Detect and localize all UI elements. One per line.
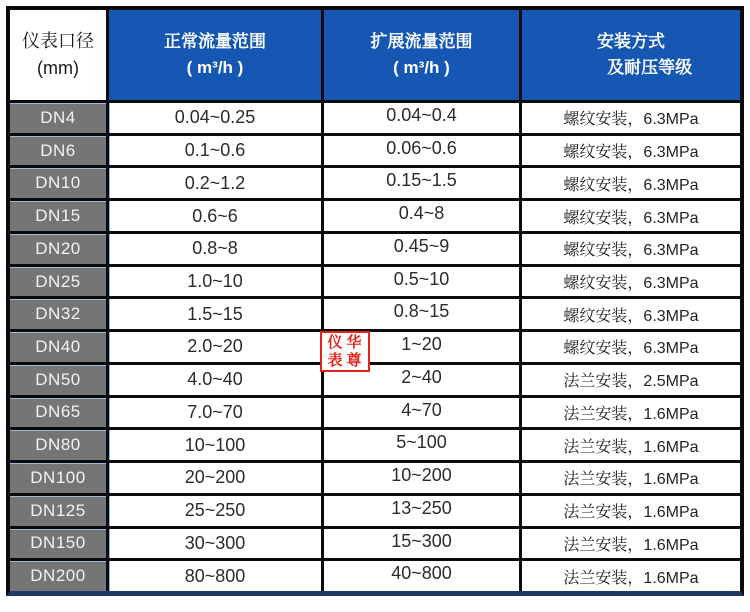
dn-size-cell: DN40: [10, 332, 106, 362]
column-header-extended-flow-line2: ( m³/h ): [393, 58, 450, 77]
normal-flow-cell: 4.0~40: [109, 365, 321, 395]
installation-cell: 螺纹安装，6.3MPa: [522, 234, 740, 264]
installation-cell: 螺纹安装，6.3MPa: [522, 332, 740, 362]
column-header-installation-line2: 及耐压等级: [607, 58, 693, 77]
extended-flow-cell: 1~20: [324, 332, 519, 362]
dn-size-cell: DN10: [10, 168, 106, 198]
installation-cell: 法兰安装，1.6MPa: [522, 529, 740, 559]
watermark-stamp: [320, 331, 370, 372]
dn-size-cell: DN80: [10, 430, 106, 460]
normal-flow-cell: 80~800: [109, 561, 321, 591]
extended-flow-cell: 0.06~0.6: [324, 136, 519, 166]
dn-size-cell: DN125: [10, 496, 106, 526]
dn-size-cell: DN6: [10, 136, 106, 166]
extended-flow-cell: 0.15~1.5: [324, 168, 519, 198]
extended-flow-cell: 13~250: [324, 496, 519, 526]
column-header-diameter: [10, 10, 106, 100]
installation-cell: 法兰安装，1.6MPa: [522, 561, 740, 591]
normal-flow-cell: 0.2~1.2: [109, 168, 321, 198]
dn-size-cell: DN200: [10, 561, 106, 591]
dn-size-cell: DN25: [10, 267, 106, 297]
installation-cell: 法兰安装，1.6MPa: [522, 398, 740, 428]
column-header-normal-flow-line1: 正常流量范围: [164, 31, 266, 51]
normal-flow-cell: 30~300: [109, 529, 321, 559]
column-header-normal-flow-line2: ( m³/h ): [186, 58, 244, 77]
extended-flow-cell: 5~100: [324, 430, 519, 460]
extended-flow-cell: 0.8~15: [324, 299, 519, 329]
watermark-line2: 表尊: [327, 351, 366, 369]
extended-flow-cell: 0.4~8: [324, 201, 519, 231]
normal-flow-cell: 10~100: [109, 430, 321, 460]
installation-cell: 螺纹安装，6.3MPa: [522, 299, 740, 329]
normal-flow-cell: 1.0~10: [109, 267, 321, 297]
extended-flow-cell: 0.04~0.4: [324, 103, 519, 133]
installation-cell: 螺纹安装，6.3MPa: [522, 168, 740, 198]
flow-meter-spec-table: [6, 6, 744, 596]
dn-size-cell: DN150: [10, 529, 106, 559]
installation-cell: 螺纹安装，6.3MPa: [522, 267, 740, 297]
column-header-installation: [522, 10, 740, 100]
column-header-diameter-line2: (mm): [37, 58, 79, 78]
normal-flow-cell: 1.5~15: [109, 299, 321, 329]
column-header-normal-flow: [109, 10, 321, 100]
extended-flow-cell: 10~200: [324, 463, 519, 493]
column-header-diameter-line1: 仪表口径: [22, 31, 94, 51]
dn-size-cell: DN4: [10, 103, 106, 133]
column-header-extended-flow-line1: 扩展流量范围: [370, 31, 473, 51]
installation-cell: 螺纹安装，6.3MPa: [522, 201, 740, 231]
installation-cell: 法兰安装，2.5MPa: [522, 365, 740, 395]
watermark-line1: 仪华: [327, 333, 366, 351]
normal-flow-cell: 0.6~6: [109, 201, 321, 231]
extended-flow-cell: 2~40: [324, 365, 519, 395]
installation-cell: 螺纹安装，6.3MPa: [522, 136, 740, 166]
extended-flow-cell: 4~70: [324, 398, 519, 428]
column-header-installation-line1: 安装方式: [597, 31, 665, 51]
dn-size-cell: DN65: [10, 398, 106, 428]
normal-flow-cell: 2.0~20: [109, 332, 321, 362]
installation-cell: 螺纹安装，6.3MPa: [522, 103, 740, 133]
normal-flow-cell: 25~250: [109, 496, 321, 526]
normal-flow-cell: 20~200: [109, 463, 321, 493]
extended-flow-cell: 0.45~9: [324, 234, 519, 264]
normal-flow-cell: 0.8~8: [109, 234, 321, 264]
dn-size-cell: DN32: [10, 299, 106, 329]
installation-cell: 法兰安装，1.6MPa: [522, 496, 740, 526]
normal-flow-cell: 7.0~70: [109, 398, 321, 428]
extended-flow-cell: 0.5~10: [324, 267, 519, 297]
dn-size-cell: DN15: [10, 201, 106, 231]
installation-cell: 法兰安装，1.6MPa: [522, 430, 740, 460]
dn-size-cell: DN20: [10, 234, 106, 264]
extended-flow-cell: 40~800: [324, 561, 519, 591]
dn-size-cell: DN50: [10, 365, 106, 395]
dn-size-cell: DN100: [10, 463, 106, 493]
normal-flow-cell: 0.04~0.25: [109, 103, 321, 133]
installation-cell: 法兰安装，1.6MPa: [522, 463, 740, 493]
extended-flow-cell: 15~300: [324, 529, 519, 559]
normal-flow-cell: 0.1~0.6: [109, 136, 321, 166]
column-header-extended-flow: [324, 10, 519, 100]
